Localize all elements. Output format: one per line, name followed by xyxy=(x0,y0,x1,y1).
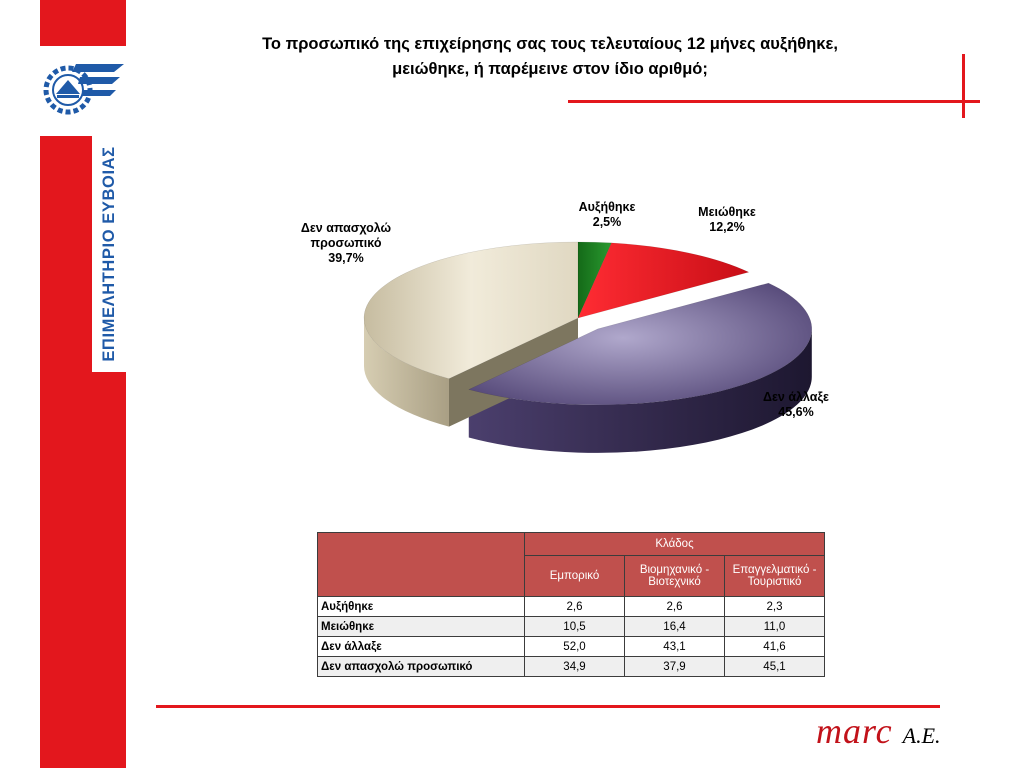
table-row-label: Μειώθηκε xyxy=(318,617,525,637)
pie-slice-label: Αυξήθηκε 2,5% xyxy=(578,200,636,229)
chamber-name: ΕΠΙΜΕΛΗΤΗΡΙΟ ΕΥΒΟΙΑΣ xyxy=(100,146,118,362)
table-cell: 16,4 xyxy=(625,617,725,637)
table-cell: 41,6 xyxy=(725,637,825,657)
table-row xyxy=(318,617,825,637)
table-row xyxy=(318,597,825,617)
company-logo xyxy=(816,710,986,760)
table-column-header: Βιομηχανικό - Βιοτεχνικό xyxy=(625,556,725,597)
table-cell: 2,6 xyxy=(625,597,725,617)
company-logo-suffix: A.E. xyxy=(902,723,941,748)
table-cell: 37,9 xyxy=(625,657,725,677)
table-cell: 10,5 xyxy=(525,617,625,637)
data-table xyxy=(317,532,825,677)
table-row-label: Δεν άλλαξε xyxy=(318,637,525,657)
table-cell: 2,6 xyxy=(525,597,625,617)
table-row-label: Αυξήθηκε xyxy=(318,597,525,617)
table-group-header: Κλάδος xyxy=(525,533,825,556)
data-table-wrapper xyxy=(317,532,825,677)
table-cell: 11,0 xyxy=(725,617,825,637)
table-cell: 45,1 xyxy=(725,657,825,677)
table-row xyxy=(318,657,825,677)
footer-line xyxy=(156,705,940,708)
pie-slice-label: Δεν απασχολώ προσωπικό 39,7% xyxy=(300,221,392,265)
table-row-label: Δεν απασχολώ προσωπικό xyxy=(318,657,525,677)
table-column-header: Επαγγελματικό - Τουριστικό xyxy=(725,556,825,597)
table-cell: 34,9 xyxy=(525,657,625,677)
table-row xyxy=(318,637,825,657)
pie-slice-label: Δεν άλλαξε 45,6% xyxy=(763,390,829,419)
table-cell: 2,3 xyxy=(725,597,825,617)
table-cell: 52,0 xyxy=(525,637,625,657)
pie-slice-label: Μειώθηκε 12,2% xyxy=(698,205,756,234)
company-logo-main: marc xyxy=(816,711,893,751)
table-corner-cell xyxy=(318,533,525,597)
table-column-header: Εμπορικό xyxy=(525,556,625,597)
page-title: Το προσωπικό της επιχείρησης σας τους τελευταίους 12 μήνες αυξήθηκε, μειώθηκε, ή παρέμεινε στον ίδιο αριθμό; xyxy=(262,35,838,78)
table-cell: 43,1 xyxy=(625,637,725,657)
